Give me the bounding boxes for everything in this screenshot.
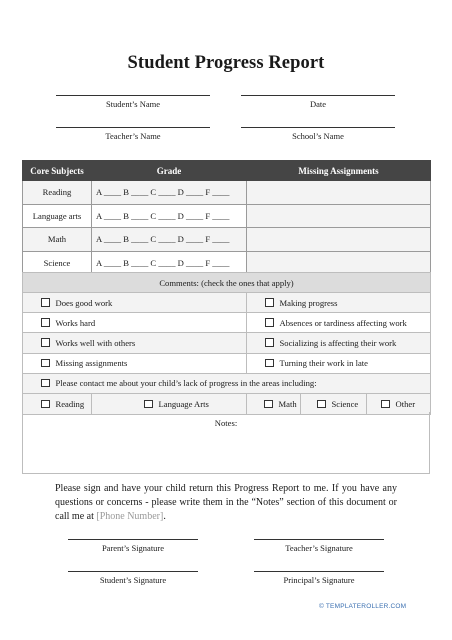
grades-table — [22, 160, 431, 275]
parent-signature-label: Parent’s Signature — [101, 543, 165, 553]
student-name-field[interactable] — [56, 95, 210, 109]
contact-option[interactable] — [23, 373, 431, 393]
teacher-signature-label: Teacher’s Signature — [285, 543, 353, 553]
area-label: Language Arts — [158, 399, 209, 409]
comment-label: Making progress — [279, 297, 338, 308]
comments-header: Comments: (check the ones that apply) — [23, 273, 431, 293]
checkbox-icon[interactable] — [264, 400, 273, 409]
comment-option[interactable] — [23, 333, 247, 353]
checkbox-icon[interactable] — [41, 318, 50, 327]
page-title: Student Progress Report — [127, 53, 325, 73]
header-core-subjects: Core Subjects — [23, 161, 92, 181]
checkbox-icon[interactable] — [381, 400, 390, 409]
comment-label: Works hard — [55, 317, 96, 328]
table-row — [23, 313, 431, 333]
missing-assignments-cell[interactable] — [247, 204, 431, 228]
checkbox-icon[interactable] — [265, 298, 274, 307]
comment-label: Turning their work in late — [279, 358, 368, 369]
principal-signature-label: Principal’s Signature — [283, 575, 355, 585]
comment-label: Does good work — [55, 297, 113, 308]
parent-signature-field[interactable] — [68, 539, 198, 553]
comments-table — [22, 272, 431, 394]
table-row — [23, 293, 431, 313]
checkbox-icon[interactable] — [41, 359, 50, 368]
comment-option[interactable] — [247, 293, 431, 313]
grade-options[interactable]: A ____ B ____ C ____ D ____ F ____ — [92, 181, 247, 205]
notes-label: Notes: — [214, 418, 238, 428]
notes-box[interactable] — [22, 412, 430, 474]
grade-options[interactable]: A ____ B ____ C ____ D ____ F ____ — [92, 228, 247, 252]
checkbox-icon[interactable] — [144, 400, 153, 409]
school-name-field[interactable] — [241, 127, 395, 141]
header-grade: Grade — [92, 161, 247, 181]
table-row — [23, 251, 431, 275]
subject-math: Math — [23, 228, 92, 252]
phone-number-placeholder[interactable]: [Phone Number] — [96, 511, 164, 522]
teacher-name-field[interactable] — [56, 127, 210, 141]
instructions-text — [55, 482, 397, 524]
footer-brand-link[interactable]: © TEMPLATEROLLER.COM — [319, 603, 407, 610]
contact-label: Please contact me about your child’s lack of progress in the areas including: — [55, 378, 317, 389]
checkbox-icon[interactable] — [265, 338, 274, 347]
grades-table-header — [23, 161, 431, 181]
grade-options[interactable]: A ____ B ____ C ____ D ____ F ____ — [92, 251, 247, 275]
instructions-end: . — [163, 511, 166, 522]
comment-option[interactable] — [23, 293, 247, 313]
student-name-label: Student’s Name — [105, 99, 161, 109]
comment-option[interactable] — [23, 353, 247, 373]
comment-label: Absences or tardiness affecting work — [279, 317, 407, 328]
comment-label: Socializing is affecting their work — [279, 337, 397, 348]
comment-option[interactable] — [247, 353, 431, 373]
teacher-signature-field[interactable] — [254, 539, 384, 553]
subject-science: Science — [23, 251, 92, 275]
student-signature-field[interactable] — [68, 571, 198, 585]
header-missing-assignments: Missing Assignments — [247, 161, 431, 181]
student-signature-label: Student’s Signature — [99, 575, 167, 585]
checkbox-icon[interactable] — [41, 338, 50, 347]
subject-reading: Reading — [23, 181, 92, 205]
subject-language-arts: Language arts — [23, 204, 92, 228]
checkbox-icon[interactable] — [317, 400, 326, 409]
checkbox-icon[interactable] — [41, 298, 50, 307]
comment-label: Missing assignments — [55, 358, 128, 369]
area-label: Science — [331, 399, 359, 409]
area-label: Math — [278, 399, 297, 409]
comment-option[interactable] — [23, 313, 247, 333]
table-row — [23, 353, 431, 373]
checkbox-icon[interactable] — [265, 359, 274, 368]
checkbox-icon[interactable] — [41, 379, 50, 388]
instructions-body: Please sign and have your child return this Progress Report to me. If you have any questions or concerns - please write them in the “Notes” section of this document or call me at — [55, 483, 397, 522]
date-field[interactable] — [241, 95, 395, 109]
date-label: Date — [309, 99, 327, 109]
area-label: Reading — [55, 399, 85, 409]
comment-option[interactable] — [247, 313, 431, 333]
grade-options[interactable]: A ____ B ____ C ____ D ____ F ____ — [92, 204, 247, 228]
missing-assignments-cell[interactable] — [247, 228, 431, 252]
checkbox-icon[interactable] — [265, 318, 274, 327]
table-row — [23, 333, 431, 353]
school-name-label: School’s Name — [292, 131, 344, 141]
table-row — [23, 204, 431, 228]
comment-label: Works well with others — [55, 337, 136, 348]
principal-signature-field[interactable] — [254, 571, 384, 585]
comment-option[interactable] — [247, 333, 431, 353]
table-row — [23, 228, 431, 252]
area-label: Other — [395, 399, 416, 409]
table-row — [23, 181, 431, 205]
checkbox-icon[interactable] — [41, 400, 50, 409]
teacher-name-label: Teacher’s Name — [105, 131, 161, 141]
table-row — [23, 373, 431, 393]
missing-assignments-cell[interactable] — [247, 251, 431, 275]
missing-assignments-cell[interactable] — [247, 181, 431, 205]
